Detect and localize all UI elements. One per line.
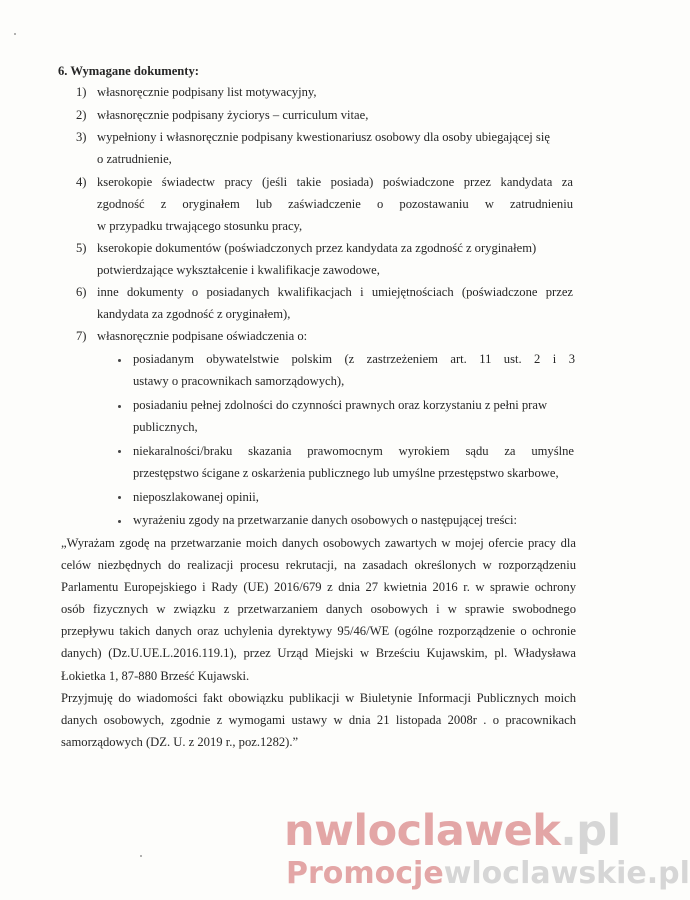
item-text: kserokopie świadectw pracy (jeśli takie posiada) poświadczone przez kandydata za [97,175,573,189]
quote-line: „Wyrażam zgodę na przetwarzanie moich danych osobowych zawartych w mojej ofercie pracy dla [61,536,576,550]
item-text: wypełniony i własnoręcznie podpisany kwestionariusz osobowy dla osoby ubiegającej się [97,130,550,144]
quote-line: samorządowych (DZ. U. z 2019 r., poz.1282).” [61,735,299,749]
quote-line: danych) (Dz.U.UE.L.2016.119.1), przez Urząd Miejski w Brześciu Kujawskim, pl. Władysława [61,646,576,660]
quote-line: Łokietka 1, 87-880 Brześć Kujawski. [61,669,250,683]
item-text: o zatrudnienie, [97,152,172,166]
sub-item-text: ustawy o pracownikach samorządowych), [133,374,345,388]
scan-speck [14,33,16,35]
section-heading: 6. Wymagane dokumenty: [58,64,199,78]
watermark-part: nwloclawek [284,806,561,856]
watermark-part: .pl [560,806,621,856]
sub-item-text: posiadaniu pełnej zdolności do czynności prawnych oraz korzystaniu z pełni praw [133,398,548,412]
item-text: potwierdzające wykształcenie i kwalifikacje zawodowe, [97,263,380,277]
item-number: 5) [76,241,87,255]
sub-item-text: przestępstwo ścigane z oskarżenia publicznego lub umyślne przestępstwo skarbowe, [133,466,559,480]
sub-item-text: posiadanym obywatelstwie polskim (z zastrzeżeniem art. 11 ust. 2 i 3 [133,352,575,366]
item-text: kandydata za zgodność z oryginałem), [97,307,291,321]
item-text: własnoręcznie podpisany list motywacyjny, [97,85,317,99]
quote-line: osób fizycznych w związku z przetwarzaniem danych osobowych i w sprawie swobodnego [61,602,576,616]
item-text: w przypadku trwającego stosunku pracy, [97,219,303,233]
sub-item-text: wyrażeniu zgody na przetwarzanie danych osobowych o następującej treści: [133,513,517,527]
item-text: własnoręcznie podpisane oświadczenia o: [97,329,308,343]
watermark-promo [286,856,690,891]
scan-speck [140,855,142,857]
item-text: własnoręcznie podpisany życiorys – curriculum vitae, [97,108,369,122]
bullet-icon [118,450,121,453]
item-number: 7) [76,329,87,343]
quote-line: danych osobowych, zgodnie z wymogami ustawy w dnia 21 listopada 2008r . o pracownikach [61,713,576,727]
bullet-icon [118,496,121,499]
item-text: kserokopie dokumentów (poświadczonych przez kandydata za zgodność z oryginałem) [97,241,537,255]
bullet-icon [118,520,121,523]
item-number: 3) [76,130,87,144]
quote-line: celów niezbędnych do realizacji procesu rekrutacji, na zasadach określonych w rozporządzeniu [61,558,576,572]
sub-item-text: niekaralności/braku skazania prawomocnym wyrokiem sądu za umyślne [133,444,574,458]
sub-item-text: publicznych, [133,420,198,434]
watermark-part: Promocje [286,856,444,891]
item-number: 2) [76,108,87,122]
item-number: 1) [76,85,87,99]
sub-item-text: nieposzlakowanej opinii, [133,490,259,504]
watermark-part: wloclawskie.pl [443,856,690,891]
quote-line: Parlamentu Europejskiego i Rady (UE) 2016/679 z dnia 27 kwietnia 2016 r. w sprawie ochrony [61,580,576,594]
watermark-site-name [284,806,621,856]
item-number: 6) [76,285,87,299]
quote-line: Przyjmuję do wiadomości fakt obowiązku publikacji w Biuletynie Informacji Publicznych moich [61,691,576,705]
bullet-icon [118,359,121,362]
item-number: 4) [76,175,87,189]
bullet-icon [118,405,121,408]
item-text: zgodność z oryginałem lub zaświadczenie o pozostawaniu w zatrudnieniu [97,197,573,211]
quote-line: przepływu takich danych oraz uchylenia dyrektywy 95/46/WE (ogólne rozporządzenie o ochronie [61,624,576,638]
item-text: inne dokumenty o posiadanych kwalifikacjach i umiejętnościach (poświadczone przez [97,285,573,299]
